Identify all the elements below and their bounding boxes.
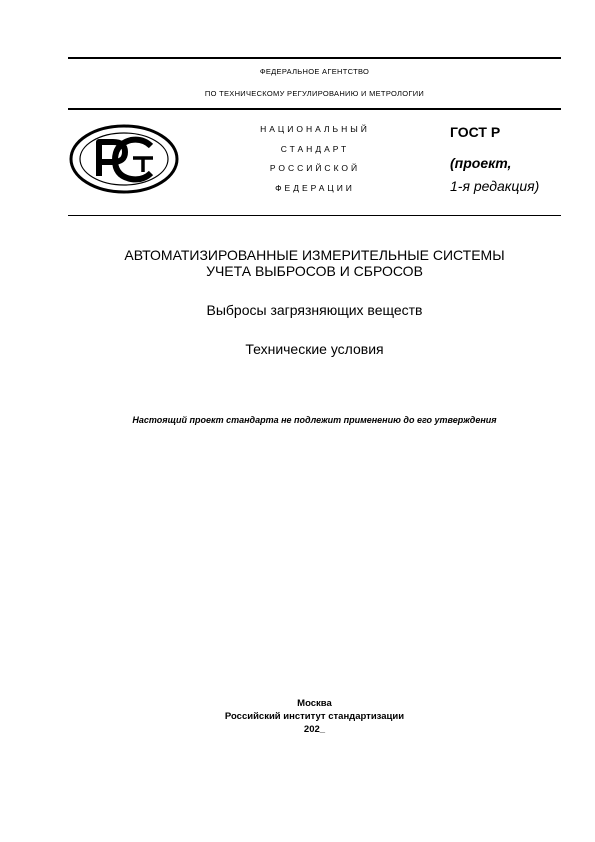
standard-code: ГОСТ Р — [450, 124, 501, 140]
document-title — [40, 247, 589, 279]
national-line-2: СТАНДАРТ — [280, 144, 350, 154]
document-conditions: Технические условия — [245, 341, 384, 357]
national-line-1: НАЦИОНАЛЬНЫЙ — [260, 124, 370, 134]
national-line-3: РОССИЙСКОЙ — [269, 163, 361, 173]
bottom-rule — [68, 215, 561, 216]
agency-name-line-2: ПО ТЕХНИЧЕСКОМУ РЕГУЛИРОВАНИЮ И МЕТРОЛОГИИ — [204, 89, 425, 98]
footer-year: 202_ — [303, 724, 326, 735]
document-subtitle: Выбросы загрязняющих веществ — [206, 302, 423, 318]
document-title-line-2: УЧЕТА ВЫБРОСОВ И СБРОСОВ — [206, 263, 423, 279]
middle-rule — [68, 108, 561, 110]
edition-label: 1-я редакция) — [450, 178, 540, 194]
footer-publisher: Российский институт стандартизации — [224, 711, 405, 722]
rst-certification-logo-icon — [69, 124, 179, 194]
footer-city: Москва — [297, 698, 332, 709]
document-title-line-1: АВТОМАТИЗИРОВАННЫЕ ИЗМЕРИТЕЛЬНЫЕ СИСТЕМЫ — [124, 247, 505, 263]
agency-name-line-1: ФЕДЕРАЛЬНОЕ АГЕНТСТВО — [259, 67, 370, 76]
draft-notice: Настоящий проект стандарта не подлежит применению до его утверждения — [132, 415, 497, 425]
top-rule — [68, 57, 561, 59]
national-line-4: ФЕДЕРАЦИИ — [275, 183, 355, 193]
draft-label: (проект, — [450, 155, 512, 171]
